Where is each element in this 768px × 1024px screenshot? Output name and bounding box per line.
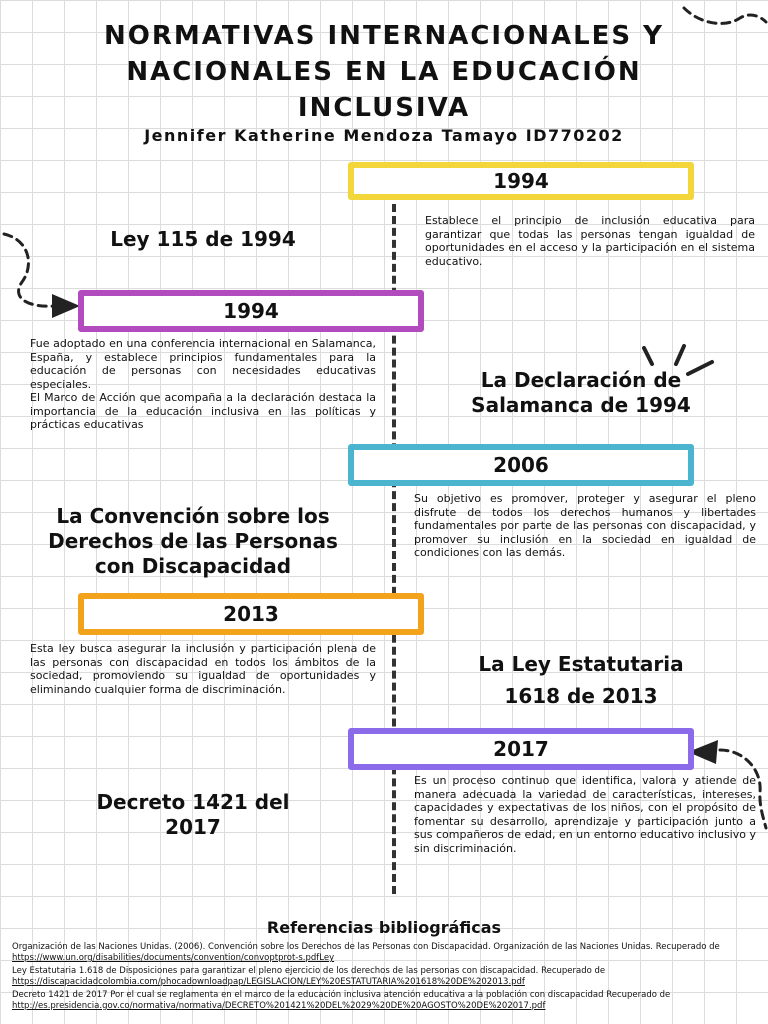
heading-line: La Declaración de xyxy=(480,368,682,392)
heading-line: Decreto 1421 del xyxy=(96,790,290,814)
year-label: 2013 xyxy=(223,602,279,626)
year-label: 1994 xyxy=(223,299,279,323)
title-line-3: INCLUSIVA xyxy=(297,93,471,123)
reference-entry xyxy=(12,966,758,988)
description-ley-115: Establece el principio de inclusión educativa para garantizar que todas las personas tengan igualdad de oportunidades en el acceso y la participación en el sistema educativo. xyxy=(425,214,755,268)
year-box-1994-ley-115 xyxy=(348,162,694,200)
description-salamanca xyxy=(30,337,376,432)
reference-link[interactable]: https://www.un.org/disabilities/documents/convention/convoptprot-s.pdfLey xyxy=(12,953,335,963)
reference-text: Decreto 1421 de 2017 Por el cual se reglamenta en el marco de la educación inclusiva atención educativa a la población con discapacidad Recuperado de xyxy=(12,990,671,1000)
description-convencion: Su objetivo es promover, proteger y asegurar el pleno disfrute de todos los derechos humanos y libertades fundamentales por parte de las personas con discapacidad, y promover su inclusión en la sociedad en igualdad de condiciones con las demás. xyxy=(414,492,756,559)
description-paragraph: Fue adoptado en una conferencia internacional en Salamanca, España, y establece principios fundamentales para la educación de personas con necesidades educativas especiales. xyxy=(30,337,376,391)
heading-line: 2017 xyxy=(165,815,221,839)
reference-entry xyxy=(12,990,758,1012)
year-label: 2017 xyxy=(493,737,549,761)
heading-line: con Discapacidad xyxy=(94,554,292,578)
heading-ley-estatutaria xyxy=(440,648,722,712)
heading-line: Salamanca de 1994 xyxy=(471,393,691,417)
description-decreto-1421: Es un proceso continuo que identifica, valora y atiende de manera adecuada la variedad de características, intereses, capacidades y expectativas de los niños, con el propósito de fomentar su desarrollo, aprendizaje y participación junto a sus compañeros de edad, en un entorno educativo inclusivo y sin discriminación. xyxy=(414,774,756,855)
year-label: 2006 xyxy=(493,453,549,477)
decorative-dashed-curve xyxy=(680,0,768,60)
year-label: 1994 xyxy=(493,169,549,193)
reference-entry xyxy=(12,942,758,964)
author-line: Jennifer Katherine Mendoza Tamayo ID770202 xyxy=(144,126,624,145)
heading-line: Derechos de las Personas xyxy=(48,529,338,553)
reference-text: Ley Estatutaria 1.618 de Disposiciones para garantizar el pleno ejercicio de los derechos de las personas con discapacidad. Recuperado de xyxy=(12,966,606,976)
reference-link[interactable]: http://es.presidencia.gov.co/normativa/normativa/DECRETO%201421%20DEL%2029%20DE%20AGOSTO%20DE%202017.pdf xyxy=(12,1001,546,1011)
references-title: Referencias bibliográficas xyxy=(266,918,502,937)
heading-line: La Convención sobre los xyxy=(56,504,330,528)
heading-decreto-1421 xyxy=(60,790,326,840)
heading-convencion xyxy=(18,504,368,579)
heading-ley-115: Ley 115 de 1994 xyxy=(110,227,296,251)
heading-line: 1618 de 2013 xyxy=(504,684,658,708)
title-line-2: NACIONALES EN LA EDUCACIÓN xyxy=(126,57,642,87)
year-box-2017 xyxy=(348,728,694,770)
description-ley-estatutaria: Esta ley busca asegurar la inclusión y participación plena de las personas con discapacidad en todos los ámbitos de la sociedad, promoviendo su igualdad de oportunidades y eliminando cualquier forma de discriminación. xyxy=(30,642,376,696)
reference-text: Organización de las Naciones Unidas. (2006). Convención sobre los Derechos de las Personas con Discapacidad. Organización de las Naciones Unidas. Recuperado de xyxy=(12,942,720,952)
year-box-2013 xyxy=(78,593,424,635)
heading-line: La Ley Estatutaria xyxy=(478,652,684,676)
year-box-2006 xyxy=(348,444,694,486)
title-line-1: NORMATIVAS INTERNACIONALES Y xyxy=(103,21,665,51)
page-title xyxy=(20,18,748,126)
year-box-1994-salamanca xyxy=(78,290,424,332)
heading-salamanca xyxy=(440,368,722,418)
reference-link[interactable]: https://discapacidadcolombia.com/phocadownloadpap/LEGISLACION/LEY%20ESTATUTARIA%201618%20DE%202013.pdf xyxy=(12,977,525,987)
description-paragraph: El Marco de Acción que acompaña a la declaración destaca la importancia de la educación inclusiva en las políticas y prácticas educativas xyxy=(30,391,376,431)
